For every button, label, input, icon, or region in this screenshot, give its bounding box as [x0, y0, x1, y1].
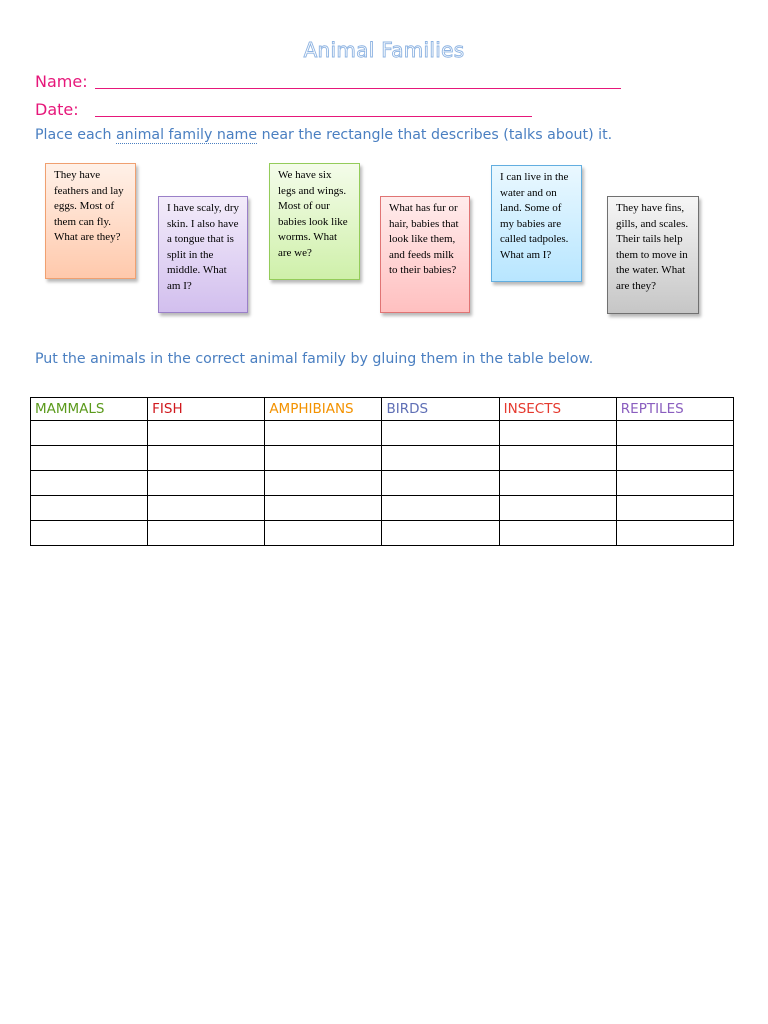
table-cell-reptiles[interactable]: [616, 471, 733, 496]
table-cell-fish[interactable]: [148, 471, 265, 496]
table-row: [31, 421, 734, 446]
clue-card-fish: They have fins, gills, and scales. Their tails help them to move in the water. What are they?: [607, 196, 699, 314]
table-cell-birds[interactable]: [382, 446, 499, 471]
table-cell-mammals[interactable]: [31, 521, 148, 546]
table-body: [31, 421, 734, 546]
header-fish: FISH: [148, 398, 265, 421]
table-cell-reptiles[interactable]: [616, 496, 733, 521]
table-cell-reptiles[interactable]: [616, 421, 733, 446]
table-cell-amphibians[interactable]: [265, 421, 382, 446]
table-cell-mammals[interactable]: [31, 496, 148, 521]
header-amphibians: AMPHIBIANS: [265, 398, 382, 421]
table-cell-birds[interactable]: [382, 471, 499, 496]
clue-card-insects: We have six legs and wings. Most of our babies look like worms. What are we?: [269, 163, 360, 280]
table-cell-birds[interactable]: [382, 421, 499, 446]
table-cell-mammals[interactable]: [31, 471, 148, 496]
instruction-text-after: near the rectangle that describes (talks about) it.: [257, 127, 613, 143]
table-cell-reptiles[interactable]: [616, 521, 733, 546]
clue-card-birds: They have feathers and lay eggs. Most of them can fly. What are they?: [45, 163, 136, 279]
table-row: [31, 471, 734, 496]
table-cell-fish[interactable]: [148, 421, 265, 446]
table-cell-reptiles[interactable]: [616, 446, 733, 471]
table-cell-mammals[interactable]: [31, 421, 148, 446]
table-cell-amphibians[interactable]: [265, 446, 382, 471]
table-cell-insects[interactable]: [499, 496, 616, 521]
table-cell-fish[interactable]: [148, 446, 265, 471]
date-label: Date:: [35, 100, 79, 119]
table-instruction: Put the animals in the correct animal family by gluing them in the table below.: [35, 351, 594, 367]
table-row: [31, 496, 734, 521]
clue-card-reptiles: I have scaly, dry skin. I also have a tongue that is split in the middle. What am I?: [158, 196, 248, 313]
instruction-underlined-phrase: animal family name: [115, 127, 258, 143]
table-header-row: [31, 398, 734, 421]
worksheet-title: Animal Families: [303, 38, 465, 62]
table-cell-birds[interactable]: [382, 496, 499, 521]
date-field[interactable]: [95, 116, 532, 117]
matching-instruction: [35, 127, 612, 143]
name-field[interactable]: [95, 88, 621, 89]
table-cell-amphibians[interactable]: [265, 496, 382, 521]
table-cell-insects[interactable]: [499, 421, 616, 446]
table-cell-insects[interactable]: [499, 471, 616, 496]
animal-family-table: [30, 397, 734, 546]
table-cell-fish[interactable]: [148, 496, 265, 521]
header-insects: INSECTS: [499, 398, 616, 421]
table-row: [31, 521, 734, 546]
table-cell-insects[interactable]: [499, 521, 616, 546]
header-birds: BIRDS: [382, 398, 499, 421]
header-mammals: MAMMALS: [31, 398, 148, 421]
table-cell-amphibians[interactable]: [265, 521, 382, 546]
table-cell-insects[interactable]: [499, 446, 616, 471]
clue-card-mammals: What has fur or hair, babies that look like them, and feeds milk to their babies?: [380, 196, 470, 313]
name-label: Name:: [35, 72, 88, 91]
table-cell-mammals[interactable]: [31, 446, 148, 471]
table-row: [31, 446, 734, 471]
table-cell-fish[interactable]: [148, 521, 265, 546]
instruction-text-before: Place each: [35, 127, 116, 143]
table-cell-amphibians[interactable]: [265, 471, 382, 496]
clue-card-amphibians: I can live in the water and on land. Some of my babies are called tadpoles. What am I?: [491, 165, 582, 282]
table-cell-birds[interactable]: [382, 521, 499, 546]
header-reptiles: REPTILES: [616, 398, 733, 421]
